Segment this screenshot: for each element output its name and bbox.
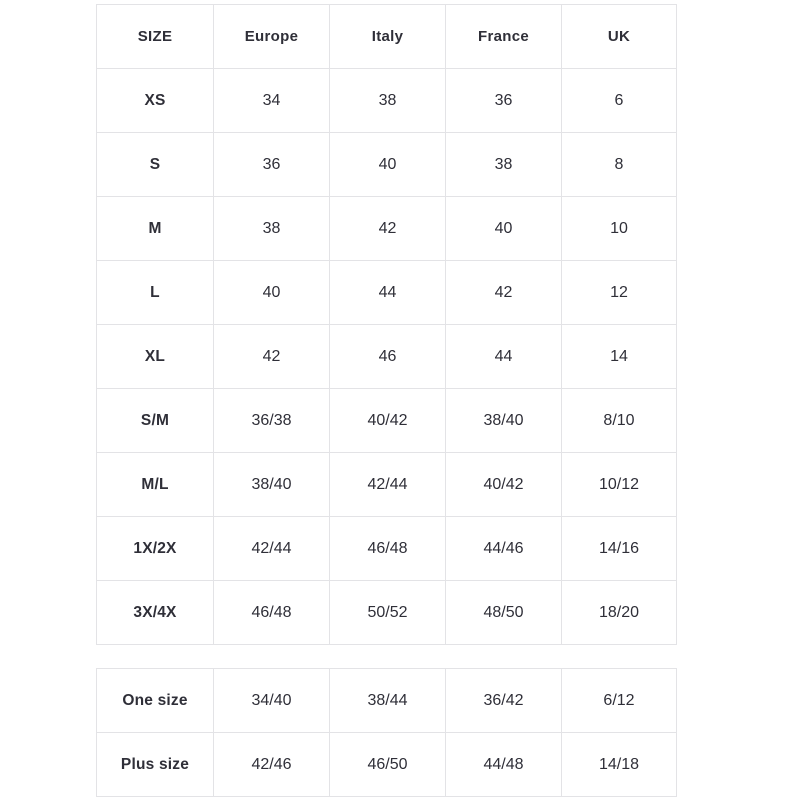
column-header-europe: Europe	[214, 5, 330, 69]
cell-europe: 34	[214, 69, 330, 133]
cell-france: 36	[446, 69, 562, 133]
secondary-size-table	[96, 668, 677, 797]
row-label: Plus size	[97, 733, 214, 797]
cell-italy: 50/52	[330, 581, 446, 645]
row-label: S/M	[97, 389, 214, 453]
cell-europe: 46/48	[214, 581, 330, 645]
cell-europe: 36	[214, 133, 330, 197]
cell-uk: 14/18	[562, 733, 677, 797]
cell-france: 44/48	[446, 733, 562, 797]
cell-europe: 36/38	[214, 389, 330, 453]
cell-uk: 10	[562, 197, 677, 261]
table-row	[97, 133, 677, 197]
column-header-uk: UK	[562, 5, 677, 69]
table-row	[97, 197, 677, 261]
cell-france: 44/46	[446, 517, 562, 581]
cell-europe: 42/46	[214, 733, 330, 797]
cell-france: 38	[446, 133, 562, 197]
column-header-italy: Italy	[330, 5, 446, 69]
table-row	[97, 69, 677, 133]
cell-europe: 42/44	[214, 517, 330, 581]
cell-france: 44	[446, 325, 562, 389]
table-row	[97, 581, 677, 645]
cell-france: 38/40	[446, 389, 562, 453]
table-row	[97, 325, 677, 389]
column-header-size: SIZE	[97, 5, 214, 69]
cell-uk: 12	[562, 261, 677, 325]
cell-uk: 10/12	[562, 453, 677, 517]
row-label: One size	[97, 669, 214, 733]
table-header-row	[97, 5, 677, 69]
cell-europe: 40	[214, 261, 330, 325]
table-row	[97, 261, 677, 325]
cell-italy: 46/50	[330, 733, 446, 797]
cell-france: 40	[446, 197, 562, 261]
cell-uk: 14	[562, 325, 677, 389]
secondary-size-table-container	[96, 668, 676, 797]
cell-italy: 44	[330, 261, 446, 325]
table-row	[97, 669, 677, 733]
cell-uk: 18/20	[562, 581, 677, 645]
primary-size-table	[96, 4, 677, 645]
row-label: M	[97, 197, 214, 261]
table-row	[97, 517, 677, 581]
table-row	[97, 453, 677, 517]
cell-france: 48/50	[446, 581, 562, 645]
cell-italy: 42	[330, 197, 446, 261]
row-label: S	[97, 133, 214, 197]
cell-italy: 38	[330, 69, 446, 133]
cell-italy: 40	[330, 133, 446, 197]
cell-italy: 42/44	[330, 453, 446, 517]
row-label: XL	[97, 325, 214, 389]
cell-europe: 38/40	[214, 453, 330, 517]
cell-uk: 8	[562, 133, 677, 197]
cell-uk: 6/12	[562, 669, 677, 733]
table-row	[97, 733, 677, 797]
row-label: 3X/4X	[97, 581, 214, 645]
table-row	[97, 389, 677, 453]
cell-uk: 14/16	[562, 517, 677, 581]
row-label: 1X/2X	[97, 517, 214, 581]
cell-uk: 6	[562, 69, 677, 133]
cell-italy: 38/44	[330, 669, 446, 733]
cell-italy: 40/42	[330, 389, 446, 453]
cell-italy: 46	[330, 325, 446, 389]
cell-europe: 38	[214, 197, 330, 261]
cell-italy: 46/48	[330, 517, 446, 581]
row-label: XS	[97, 69, 214, 133]
column-header-france: France	[446, 5, 562, 69]
cell-france: 40/42	[446, 453, 562, 517]
row-label: L	[97, 261, 214, 325]
cell-france: 42	[446, 261, 562, 325]
primary-size-table-container	[96, 4, 676, 645]
row-label: M/L	[97, 453, 214, 517]
cell-uk: 8/10	[562, 389, 677, 453]
cell-france: 36/42	[446, 669, 562, 733]
cell-europe: 42	[214, 325, 330, 389]
cell-europe: 34/40	[214, 669, 330, 733]
